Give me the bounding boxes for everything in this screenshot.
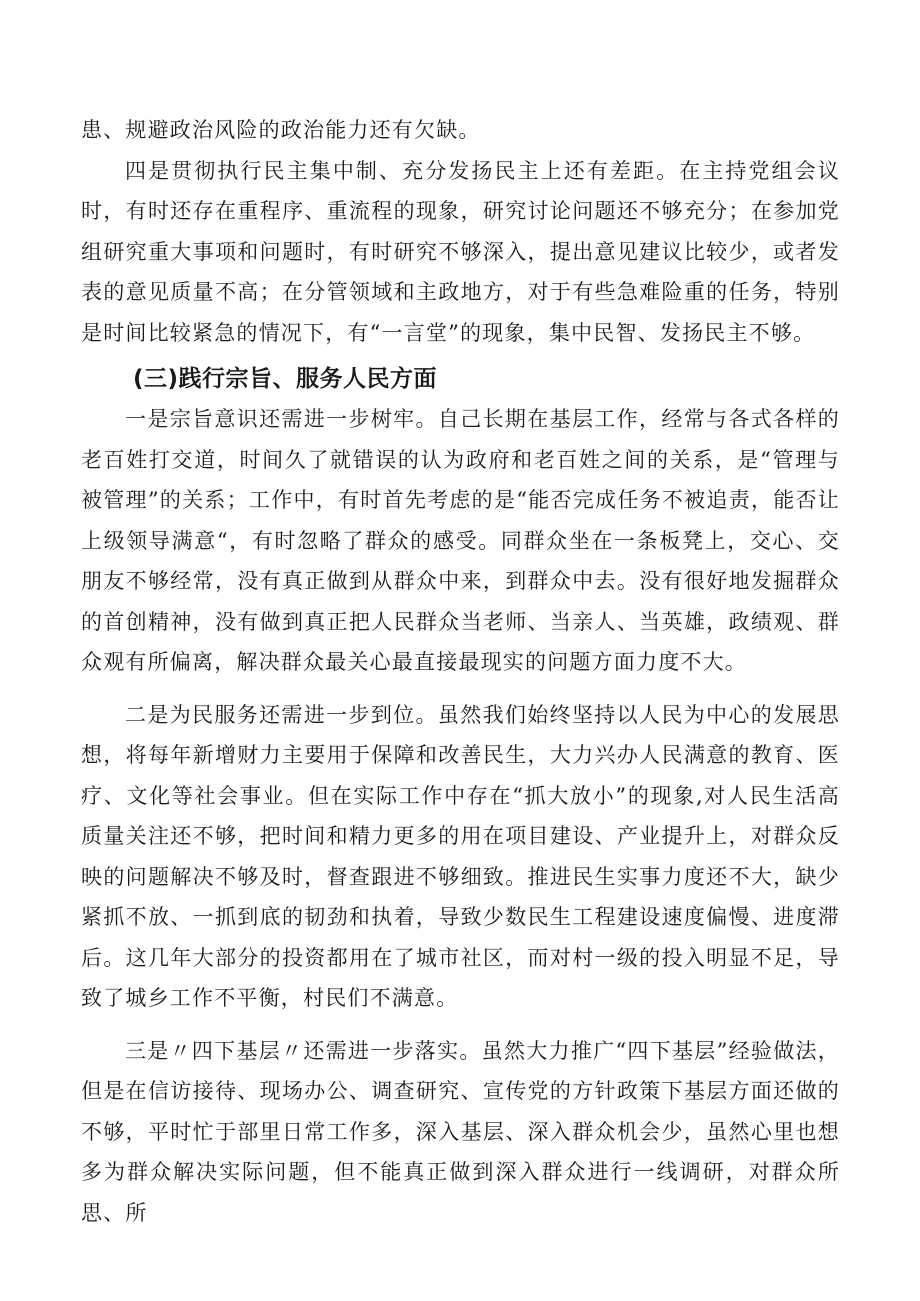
spacer bbox=[81, 1019, 840, 1031]
paragraph-democratic-centralism: 四是贯彻执行民主集中制、充分发扬民主上还有差距。在主持党组会议时，有时还存在重程序、重流程的现象，研究讨论问题还不够充分；在参加党组研究重大事项和问题时，有时研究不够深入，提出意见建议比较少，或者发表的意见质量不高；在分管领域和主政地方，对于有些急难险重的任务，特别是时间比较紧急的情况下，有“一言堂”的现象，集中民智、发扬民主不够。 bbox=[81, 158, 840, 345]
paragraph-serving-people: 二是为民服务还需进一步到位。虽然我们始终坚持以人民为中心的发展思想，将每年新增财力主要用于保障和改善民生，大力兴办人民满意的教育、医疗、文化等社会事业。但在实际工作中存在“抓大放小”的现象,对人民生活高质量关注还不够，把时间和精力更多的用在项目建设、产业提升上，对群众反映的问题解决不够及时，督查跟进不够细致。推进民生实事力度还不大，缺少紧抓不放、一抓到底的韧劲和执着，导致少数民生工程建设速度偏慢、进度滞后。这几年大部分的投资都用在了城市社区，而对村一级的投入明显不足，导致了城乡工作不平衡，村民们不满意。 bbox=[81, 702, 840, 1010]
paragraph-purpose-awareness: 一是宗旨意识还需进一步树牢。自己长期在基层工作，经常与各式各样的老百姓打交道，时间久了就错误的认为政府和老百姓之间的关系，是“管理与被管理”的关系；工作中，有时首先考虑的是“能否完成任务不被追责，能否让上级领导满意“，有时忽略了群众的感受。同群众坐在一条板凳上，交心、交朋友不够经常，没有真正做到从群众中来，到群众中去。没有很好地发掘群众的首创精神，没有做到真正把人民群众当老师、当亲人、当英雄，政绩观、群众观有所偏离，解决群众最关心最直接最现实的问题方面力度不大。 bbox=[81, 407, 840, 674]
paragraph-continuation: 患、规避政治风险的政治能力还有欠缺。 bbox=[81, 118, 481, 142]
paragraph-four-grassroots: 三是〃四下基层〃还需进一步落实。虽然大力推广“四下基层”经验做法，但是在信访接待、现场办公、调查研究、宣传党的方针政策下基层方面还做的不够，平时忙于部里日常工作多，深入基层、深入群众机会少，虽然心里也想多为群众解决实际问题，但不能真正做到深入群众进行一线调研，对群众所思、所 bbox=[81, 1038, 840, 1225]
section-heading: (三)践行宗旨、服务人民方面 bbox=[133, 366, 438, 392]
spacer bbox=[81, 683, 840, 695]
